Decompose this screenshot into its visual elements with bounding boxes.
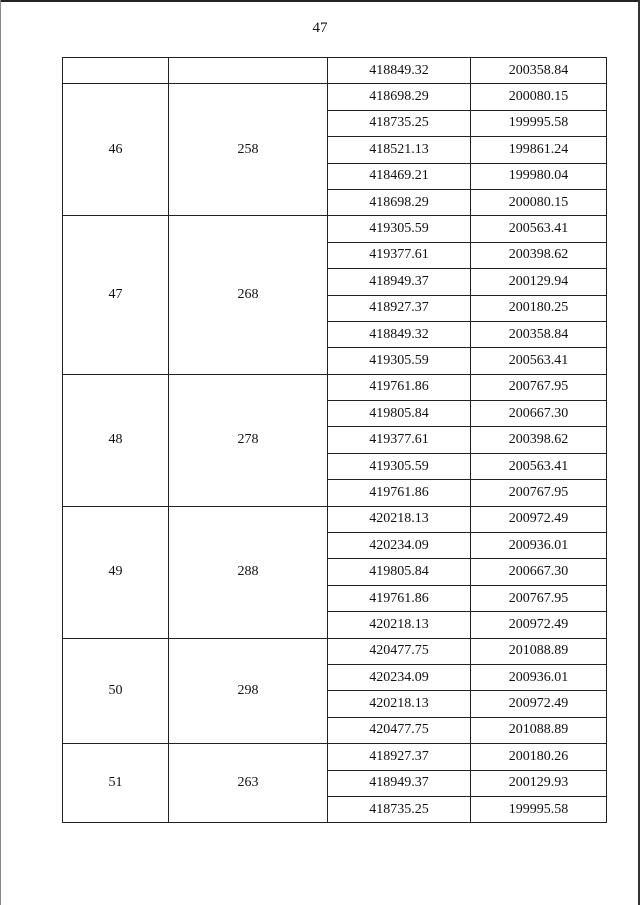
y-coordinate-cell: 200129.94 (471, 269, 607, 295)
y-coordinate-cell: 200129.93 (471, 770, 607, 796)
y-coordinate-cell: 200563.41 (471, 216, 607, 242)
x-coordinate-cell: 420477.75 (328, 717, 471, 743)
group-area-cell: 298 (169, 638, 328, 744)
group-number-cell: 48 (63, 374, 169, 506)
x-coordinate-cell: 418927.37 (328, 295, 471, 321)
page-number: 47 (312, 20, 328, 36)
x-coordinate-cell: 418949.37 (328, 269, 471, 295)
x-coordinate-cell: 418521.13 (328, 137, 471, 163)
x-coordinate-cell: 418735.25 (328, 796, 471, 822)
table-row (63, 744, 607, 770)
y-coordinate-cell: 199980.04 (471, 163, 607, 189)
x-coordinate-cell: 419305.59 (328, 216, 471, 242)
y-coordinate-cell: 200767.95 (471, 374, 607, 400)
x-coordinate-cell: 418949.37 (328, 770, 471, 796)
group-number-cell: 51 (63, 744, 169, 823)
x-coordinate-cell: 419761.86 (328, 374, 471, 400)
group-area-cell: 263 (169, 744, 328, 823)
empty-cell (169, 58, 328, 84)
table-row (63, 374, 607, 400)
coordinates-table (62, 57, 607, 823)
group-number-cell: 50 (63, 638, 169, 744)
y-coordinate-cell: 200563.41 (471, 348, 607, 374)
x-coordinate-cell: 420234.09 (328, 533, 471, 559)
y-coordinate-cell: 200767.95 (471, 585, 607, 611)
y-coordinate-cell: 200936.01 (471, 533, 607, 559)
x-coordinate-cell: 419305.59 (328, 348, 471, 374)
table-row (63, 84, 607, 110)
group-area-cell: 258 (169, 84, 328, 216)
x-coordinate-cell: 418698.29 (328, 189, 471, 215)
x-coordinate-cell: 419761.86 (328, 585, 471, 611)
group-number-cell: 46 (63, 84, 169, 216)
x-coordinate-cell: 418849.32 (328, 58, 471, 84)
y-coordinate-cell: 200667.30 (471, 559, 607, 585)
page-edge-top (0, 0, 640, 2)
x-coordinate-cell: 420218.13 (328, 691, 471, 717)
y-coordinate-cell: 200767.95 (471, 480, 607, 506)
x-coordinate-cell: 419805.84 (328, 559, 471, 585)
y-coordinate-cell: 200358.84 (471, 58, 607, 84)
group-number-cell: 47 (63, 216, 169, 374)
y-coordinate-cell: 199995.58 (471, 796, 607, 822)
y-coordinate-cell: 200398.62 (471, 427, 607, 453)
coordinates-table-body (63, 58, 607, 823)
y-coordinate-cell: 199861.24 (471, 137, 607, 163)
x-coordinate-cell: 419377.61 (328, 427, 471, 453)
y-coordinate-cell: 200080.15 (471, 189, 607, 215)
y-coordinate-cell: 200358.84 (471, 321, 607, 347)
x-coordinate-cell: 420477.75 (328, 638, 471, 664)
table-row (63, 58, 607, 84)
y-coordinate-cell: 200972.49 (471, 506, 607, 532)
x-coordinate-cell: 418927.37 (328, 744, 471, 770)
page-edge-left (0, 0, 1, 905)
x-coordinate-cell: 419305.59 (328, 453, 471, 479)
x-coordinate-cell: 418849.32 (328, 321, 471, 347)
table-row (63, 638, 607, 664)
group-area-cell: 268 (169, 216, 328, 374)
y-coordinate-cell: 200398.62 (471, 242, 607, 268)
group-area-cell: 278 (169, 374, 328, 506)
y-coordinate-cell: 201088.89 (471, 717, 607, 743)
x-coordinate-cell: 418469.21 (328, 163, 471, 189)
y-coordinate-cell: 200667.30 (471, 401, 607, 427)
y-coordinate-cell: 200972.49 (471, 691, 607, 717)
x-coordinate-cell: 419761.86 (328, 480, 471, 506)
y-coordinate-cell: 200972.49 (471, 612, 607, 638)
y-coordinate-cell: 200563.41 (471, 453, 607, 479)
x-coordinate-cell: 420234.09 (328, 664, 471, 690)
x-coordinate-cell: 420218.13 (328, 612, 471, 638)
y-coordinate-cell: 201088.89 (471, 638, 607, 664)
table-row (63, 506, 607, 532)
x-coordinate-cell: 418735.25 (328, 110, 471, 136)
y-coordinate-cell: 200180.26 (471, 744, 607, 770)
y-coordinate-cell: 199995.58 (471, 110, 607, 136)
table-row (63, 216, 607, 242)
x-coordinate-cell: 419805.84 (328, 401, 471, 427)
y-coordinate-cell: 200080.15 (471, 84, 607, 110)
group-area-cell: 288 (169, 506, 328, 638)
x-coordinate-cell: 419377.61 (328, 242, 471, 268)
group-number-cell: 49 (63, 506, 169, 638)
x-coordinate-cell: 420218.13 (328, 506, 471, 532)
y-coordinate-cell: 200936.01 (471, 664, 607, 690)
x-coordinate-cell: 418698.29 (328, 84, 471, 110)
empty-cell (63, 58, 169, 84)
y-coordinate-cell: 200180.25 (471, 295, 607, 321)
